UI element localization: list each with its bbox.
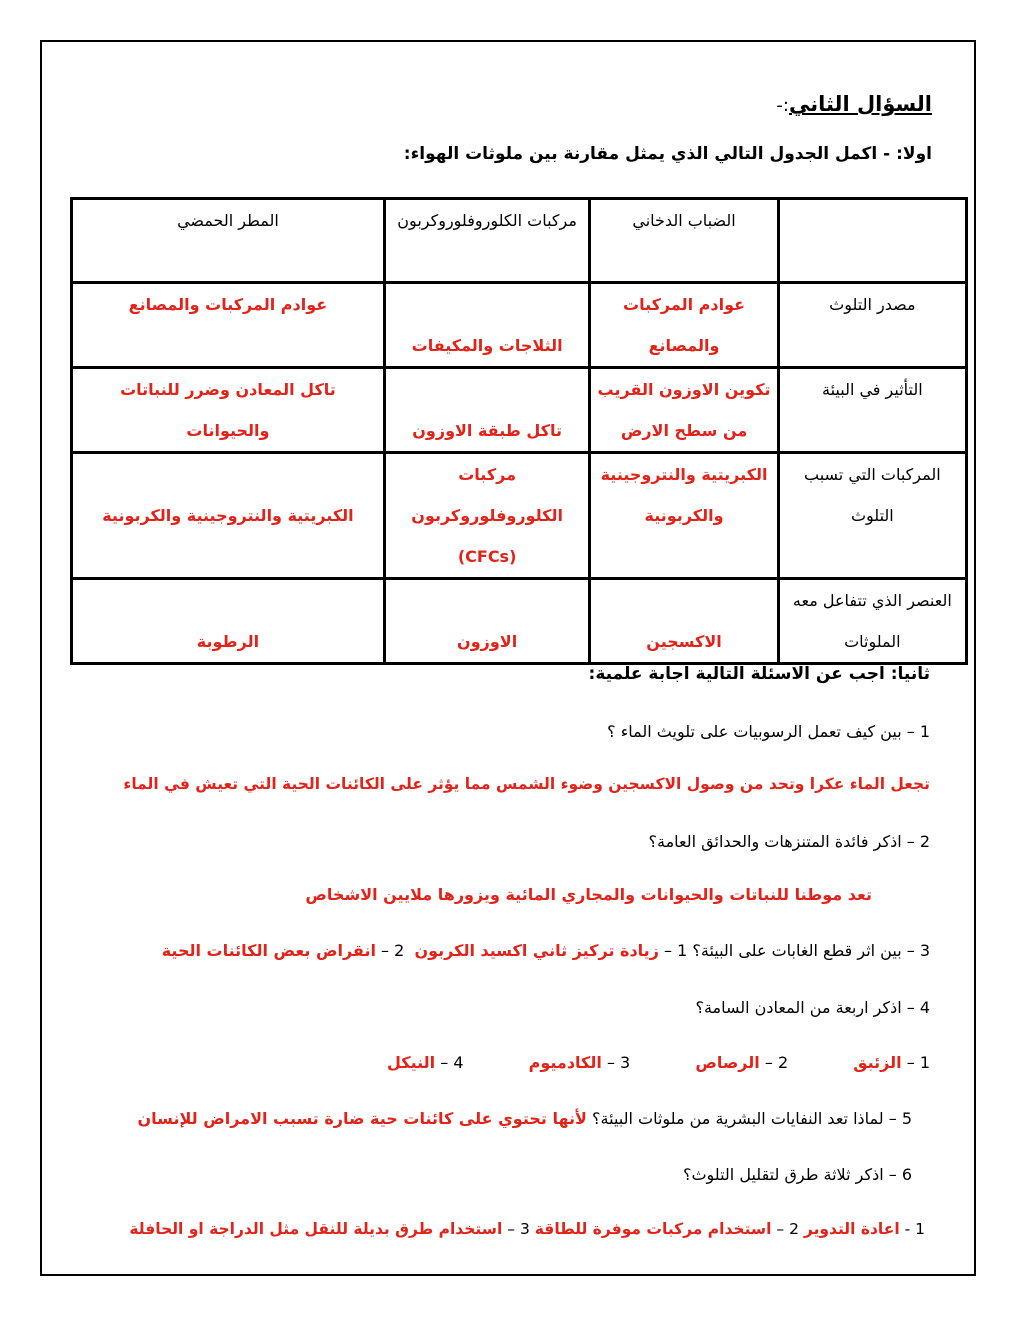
cell-acid-rain: تاكل المعادن وضرر للنباتات والحيوانات: [72, 368, 385, 453]
metal-item: الزئبق: [853, 1053, 902, 1072]
answer-6-item-2: استخدام مركبات موفرة للطاقة: [534, 1220, 772, 1238]
table-header-empty: [778, 199, 966, 283]
question-3: [162, 941, 930, 960]
table-row: [72, 579, 967, 664]
question-6: 6 – اذكر ثلاثة طرق لتقليل التلوث؟: [682, 1165, 912, 1184]
metal-num: 4 –: [440, 1053, 464, 1072]
table-header-row: [72, 199, 967, 283]
question-2: 2 – اذكر فائدة المتنزهات والحدائق العامة؟: [648, 832, 930, 851]
question-3-text: 3 – بين اثر قطع الغابات على البيئة؟: [692, 941, 930, 960]
answer-6-num-1: 1 -: [904, 1220, 925, 1238]
metal-num: 3 –: [606, 1053, 631, 1072]
cell-cfc: مركبات الكلوروفلوروكربون (CFCs): [384, 453, 590, 579]
part2-instruction: ثانيا: اجب عن الاسئلة التالية اجابة علمية:: [588, 664, 930, 684]
row-label: العنصر الذي تتفاعل معه الملوثات: [778, 579, 966, 664]
metal-item: الرصاص: [695, 1053, 760, 1072]
answer-5: لأنها تحتوي على كائنات حية ضارة تسبب الامراض للإنسان: [137, 1109, 587, 1128]
cell-smog: عوادم المركبات والمصانع: [590, 283, 778, 368]
answer-3-item-2: انقراض بعض الكائنات الحية: [161, 941, 376, 960]
cell-acid-rain: عوادم المركبات والمصانع: [72, 283, 385, 368]
metal-item: الكادميوم: [528, 1053, 602, 1072]
metal-num: 2 –: [764, 1053, 789, 1072]
table-header-acid-rain: المطر الحمضي: [72, 199, 385, 283]
row-label: مصدر التلوث: [778, 283, 966, 368]
cell-smog: الكبريتية والنتروجينية والكربونية: [590, 453, 778, 579]
table-header-smog: الضباب الدخاني: [590, 199, 778, 283]
answer-6-item-1: اعادة التدوير: [803, 1220, 900, 1238]
table-row: [72, 453, 967, 579]
comparison-table: [70, 197, 968, 665]
answer-3-num-1: 1 –: [664, 941, 688, 960]
question-4: 4 – اذكر اربعة من المعادن السامة؟: [695, 998, 930, 1017]
answer-6-item-3: استخدام طرق بديلة للنقل مثل الدراجة او الحافلة: [129, 1220, 503, 1238]
answer-3-num-2: 2 –: [381, 941, 405, 960]
cell-smog: الاكسجين: [590, 579, 778, 664]
table-row: [72, 283, 967, 368]
cell-acid-rain: الرطوبة: [72, 579, 385, 664]
question-5: [138, 1109, 912, 1128]
cell-smog: تكوين الاوزون القريب من سطح الارض: [590, 368, 778, 453]
cell-acid-rain: الكبريتية والنتروجينية والكربونية: [72, 453, 385, 579]
question-5-text: 5 – لماذا تعد النفايات البشرية من ملوثات البيئة؟: [592, 1109, 912, 1128]
table-row: [72, 368, 967, 453]
metal-item: النيكل: [387, 1053, 436, 1072]
answer-2: تعد موطنا للنباتات والحيوانات والمجاري المائية ويزورها ملايين الاشخاص: [305, 885, 872, 904]
cell-cfc: الاوزون: [384, 579, 590, 664]
row-label: المركبات التي تسبب التلوث: [778, 453, 966, 579]
row-label: التأثير في البيئة: [778, 368, 966, 453]
question-1: 1 – بين كيف تعمل الرسوبيات على تلويث الماء ؟: [607, 722, 930, 741]
answer-6: [129, 1220, 925, 1238]
cell-cfc: تاكل طبقة الاوزون: [384, 368, 590, 453]
answer-1: تجعل الماء عكرا وتحد من وصول الاكسجين وضوء الشمس مما يؤثر على الكائنات الحية التي تعيش في الماء: [123, 775, 930, 793]
cell-cfc: الثلاجات والمكيفات: [384, 283, 590, 368]
question-title: السؤال الثاني:-: [776, 92, 932, 116]
metal-num: 1 –: [906, 1053, 930, 1072]
part1-instruction: اولا: - اكمل الجدول التالي الذي يمثل مقارنة بين ملوثات الهواء:: [403, 144, 932, 164]
answer-4-list: [387, 1053, 930, 1072]
answer-6-num-3: 3 –: [507, 1220, 530, 1238]
answer-3-item-1: زيادة تركيز ثاني اكسيد الكربون: [414, 941, 659, 960]
answer-6-num-2: 2 –: [776, 1220, 799, 1238]
table-header-cfc: مركبات الكلوروفلوروكربون: [384, 199, 590, 283]
